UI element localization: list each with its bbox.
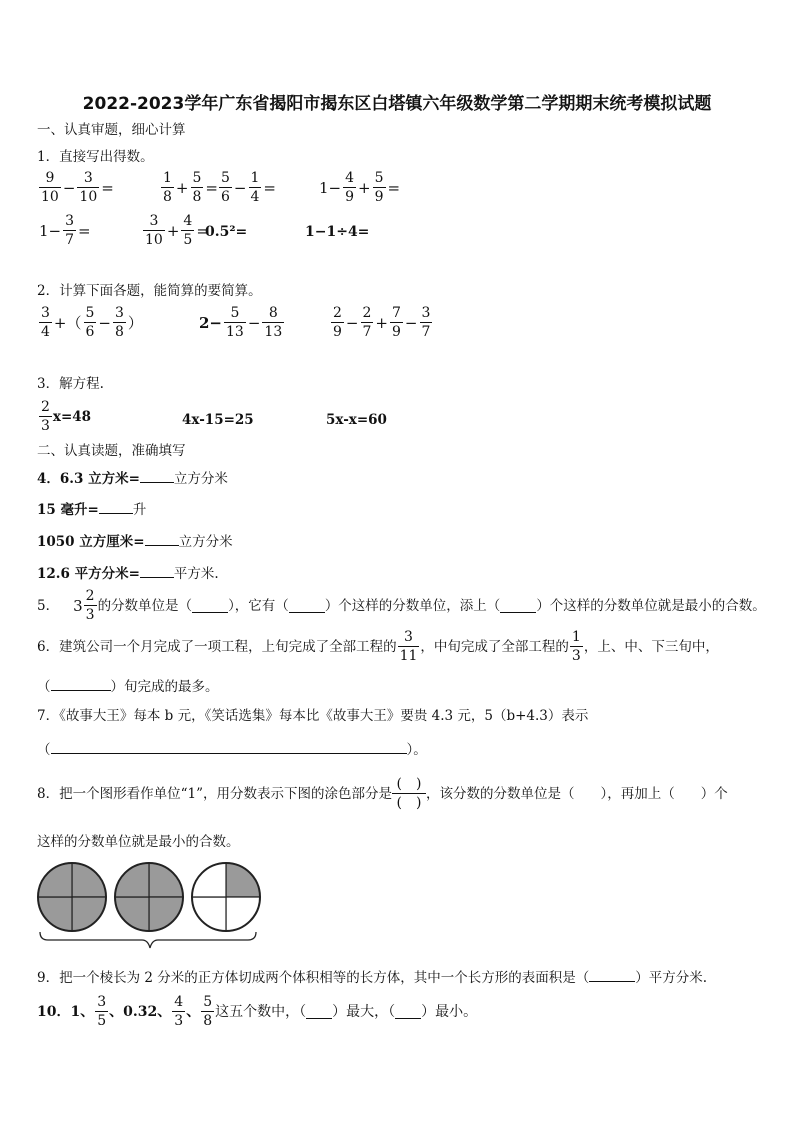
q1-expr-6: $\frac{3}{10}$ + $\frac{4}{5}$ = [145,213,209,248]
q1-expr-8: 1−1÷4= [305,224,370,240]
q4-line-3: 1050 立方厘米= 立方分米 [37,534,233,550]
q1-expr-7: 0.5²= [205,224,248,240]
q6-line-1: 6．建筑公司一个月完成了一项工程，上旬完成了全部工程的 $\frac{3}{11}$ ，中旬完成了全部工程的 $\frac{1}{3}$ ，上、中、下三旬中， [37,629,719,664]
circle-1 [38,863,106,931]
q1-expr-5: 1− $\frac{3}{7}$ = [39,213,91,248]
q8-line-1: 8．把一个图形看作单位“1”，用分数表示下图的涂色部分是 ( ) ( ) ，该分数的分数单位是（ ），再加上（ ）个 [37,776,728,811]
q8-figure [34,860,264,955]
q8-fraction-blank: ( ) ( ) [392,775,426,812]
q6-line-2: （ ）旬完成的最多。 [37,679,219,695]
q7-line-2: （ ）。 [37,742,427,758]
q1-stem: 1．直接写出得数。 [37,149,154,165]
q1-expr-1: $\frac{9}{10}$ − $\frac{3}{10}$ = [41,170,114,205]
q4-line-4: 12.6 平方分米= 平方米. [37,566,219,582]
q5: 5． 3 $\frac{2}{3}$ 的分数单位是（ ），它有（ ）个这样的分数单位，添上（ ）个这样的分数单位就是最小的合数。 [37,588,766,623]
q2-expr-2: 2− $\frac{5}{13}$ − $\frac{8}{13}$ [199,305,283,340]
q8-line-2: 这样的分数单位就是最小的合数。 [37,834,240,850]
q1-expr-4: 1− $\frac{4}{9}$ + $\frac{5}{9}$ = [319,170,401,205]
q3-eq-1: $\frac{2}{3}$ x=48 [41,399,92,434]
q3-eq-3: 5x-x=60 [326,412,387,428]
section-2-heading: 二、认真读题，准确填写 [37,443,186,459]
q9: 9．把一个棱长为 2 分米的正方体切成两个体积相等的长方体，其中一个长方形的表面积是（ ）平方分米. [37,970,708,986]
q3-eq-2: 4x-15=25 [182,412,254,428]
q4-line-1: 4．6.3 立方米= 立方分米 [37,471,228,487]
q4-line-2: 15 毫升= 升 [37,502,147,518]
page-title: 2022-2023学年广东省揭阳市揭东区白塔镇六年级数学第二学期期末统考模拟试题 [82,94,712,114]
q7-line-1: 7．《故事大王》每本 b 元，《笑话选集》每本比《故事大王》要贵 4.3 元，5（b+4.3）表示 [37,708,589,724]
q10: 10．1、 $\frac{3}{5}$ 、0.32、 $\frac{4}{3}$ 、 $\frac{5}{8}$ 这五个数中，（ ）最大，（ ）最小。 [37,994,478,1029]
circle-2 [115,863,183,931]
q2-stem: 2．计算下面各题，能简算的要简算。 [37,283,262,299]
q1-expr-2: $\frac{1}{8}$ + $\frac{5}{8}$ = [163,170,218,205]
brace-icon [40,932,256,948]
q2-expr-1: $\frac{3}{4}$ +（ $\frac{5}{6}$ − $\frac{3}{8}$ ） [41,305,143,340]
circle-3 [192,863,260,931]
section-1-heading: 一、认真审题，细心计算 [37,122,186,138]
q2-expr-3: $\frac{2}{9}$ − $\frac{2}{7}$ + $\frac{7}{9}$ − $\frac{3}{7}$ [333,305,431,340]
q1-expr-3: $\frac{5}{6}$ − $\frac{1}{4}$ = [221,170,276,205]
q3-stem: 3．解方程. [37,376,104,392]
